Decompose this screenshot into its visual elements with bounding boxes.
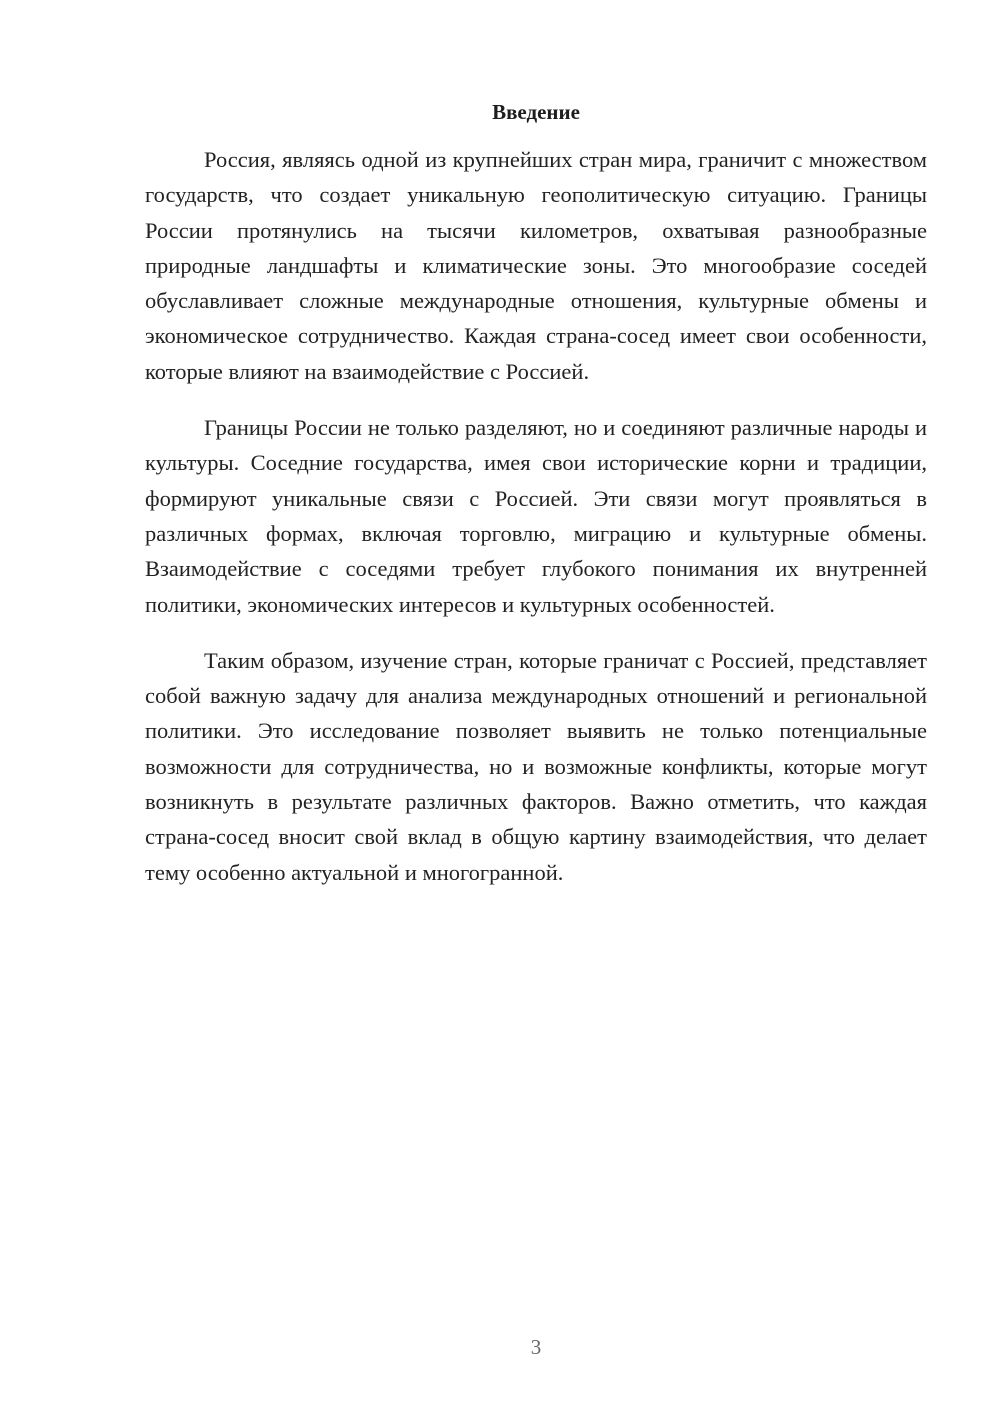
- paragraph-3: Таким образом, изучение стран, которые граничат с Россией, представляет собой важную задачу для анализа международных отношений и региональной политики. Это исследование позволяет выявить не только потенциальные возможности для сотрудничества, но и возможные конфликты, которые могут возникнуть в результате различных факторов. Важно отметить, что каждая страна-сосед вносит свой вклад в общую картину взаимодействия, что делает тему особенно актуальной и многогранной.: [145, 647, 927, 885]
- section-heading: Введение: [492, 100, 580, 124]
- paragraph-2: Границы России не только разделяют, но и соединяют различные народы и культуры. Соседние государства, имея свои исторические корни и традиции, формируют уникальные связи с Россией. Эти связи могут проявляться в различных формах, включая торговлю, миграцию и культурные обмены. Взаимодействие с соседями требует глубокого понимания их внутренней политики, экономических интересов и культурных особенностей.: [145, 415, 927, 617]
- page-number: 3: [530, 1335, 542, 1359]
- paragraph-1: Россия, являясь одной из крупнейших стран мира, граничит с множеством государств, что создает уникальную геополитическую ситуацию. Границы России протянулись на тысячи километров, охватывая разнообразные природные ландшафты и климатические зоны. Это многообразие соседей обуславливает сложные международные отношения, культурные обмены и экономическое сотрудничество. Каждая страна-сосед имеет свои особенности, которые влияют на взаимодействие с Россией.: [145, 147, 927, 384]
- body-text: [145, 142, 927, 911]
